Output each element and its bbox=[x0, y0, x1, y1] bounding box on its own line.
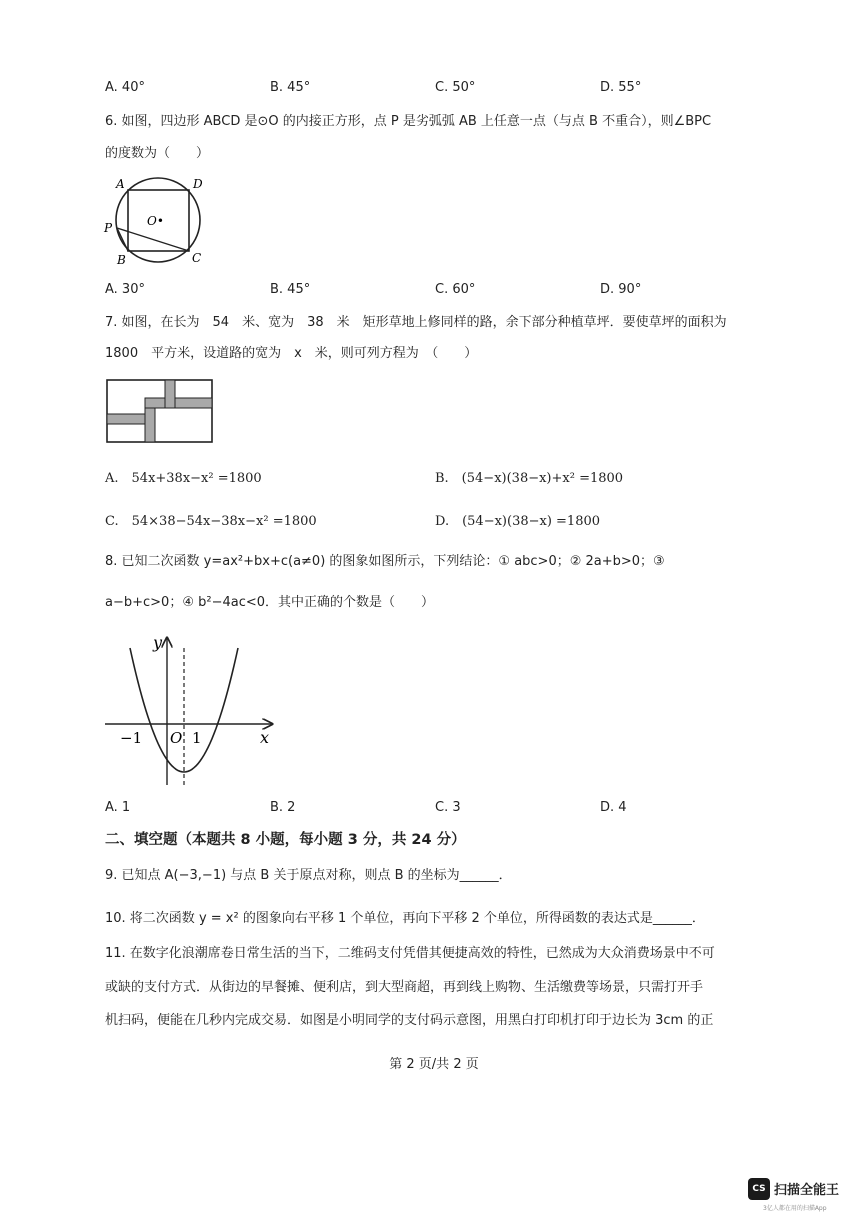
q6-option-b: B. 45° bbox=[270, 282, 311, 297]
origin-label: O bbox=[170, 729, 183, 747]
label-b: B bbox=[117, 253, 126, 266]
q8-parabola-figure bbox=[100, 630, 280, 790]
q10-stem: 10. 将二次函数 y = x² 的图象向右平移 1 个单位，再向下平移 2 个单位，所得函数的表达式是______． bbox=[105, 911, 705, 926]
camscanner-logo-icon: CS bbox=[748, 1178, 770, 1200]
q6-option-d: D. 90° bbox=[600, 282, 642, 297]
q7-option-c: C. 54×38−54x−38x−x² =1800 bbox=[105, 514, 317, 529]
q8-option-b: B. 2 bbox=[270, 800, 296, 815]
label-a: A bbox=[116, 177, 125, 191]
label-o: O• bbox=[147, 214, 164, 228]
q11-line2: 或缺的支付方式．从街边的早餐摊、便利店，到大型商超，再到线上购物、生活缴费等场景，只需打开手 bbox=[105, 980, 704, 995]
section-title-fill-in: 二、填空题（本题共 8 小题，每小题 3 分，共 24 分） bbox=[105, 832, 466, 848]
q6-circle-figure bbox=[100, 172, 218, 266]
tick-1: 1 bbox=[192, 729, 202, 747]
q8-stem-line2: a−b+c>0；④ b²−4ac<0．其中正确的个数是（ ） bbox=[105, 595, 435, 610]
q6-stem-line2: 的度数为（ ） bbox=[105, 146, 210, 161]
q7-stem-line1: 7. 如图，在长为 54 米、宽为 38 米 矩形草地上修同样的路，余下部分种植草坪．要使草坪的面积为 bbox=[105, 315, 727, 330]
y-label: y bbox=[153, 633, 163, 652]
lawn-rect bbox=[107, 380, 212, 442]
q6-stem-line1: 6. 如图，四边形 ABCD 是⊙O 的内接正方形，点 P 是劣弧弧 AB 上任意一点（与点 B 不重合），则∠BPC bbox=[105, 114, 712, 129]
label-p: P bbox=[104, 221, 113, 235]
q7-option-b: B. (54−x)(38−x)+x² =1800 bbox=[435, 471, 624, 486]
q7-option-a: A. 54x+38x−x² =1800 bbox=[105, 471, 262, 486]
q7-lawn-figure bbox=[105, 378, 215, 446]
x-label: x bbox=[260, 728, 270, 747]
q7-option-d: D. (54−x)(38−x) =1800 bbox=[435, 514, 601, 529]
q11-line1: 11. 在数字化浪潮席卷日常生活的当下，二维码支付凭借其便捷高效的特性，已然成为大众消费场景中不可 bbox=[105, 946, 715, 961]
q9-stem: 9. 已知点 A(−3,−1) 与点 B 关于原点对称，则点 B 的坐标为______． bbox=[105, 868, 512, 883]
q6-option-a: A. 30° bbox=[105, 282, 145, 297]
tick-neg1: −1 bbox=[120, 729, 143, 747]
label-c: C bbox=[192, 251, 202, 265]
q11-line3: 机扫码，便能在几秒内完成交易．如图是小明同学的支付码示意图，用黑白打印机打印于边长为 3cm 的正 bbox=[105, 1013, 714, 1028]
q8-stem-line1: 8. 已知二次函数 y=ax²+bx+c(a≠0) 的图象如图所示，下列结论：① abc>0；② 2a+b>0；③ bbox=[105, 554, 665, 569]
q6-option-c: C. 60° bbox=[435, 282, 476, 297]
q5-option-b: B. 45° bbox=[270, 80, 311, 95]
watermark-tagline: 3亿人都在用的扫描App bbox=[763, 1205, 827, 1212]
label-d: D bbox=[193, 177, 203, 191]
page-footer: 第 2 页/共 2 页 bbox=[389, 1057, 479, 1072]
q8-option-a: A. 1 bbox=[105, 800, 131, 815]
q5-option-d: D. 55° bbox=[600, 80, 642, 95]
q7-stem-line2: 1800 平方米，设道路的宽为 x 米，则可列方程为 （ ） bbox=[105, 346, 478, 361]
q8-option-c: C. 3 bbox=[435, 800, 461, 815]
q5-option-a: A. 40° bbox=[105, 80, 145, 95]
q8-option-d: D. 4 bbox=[600, 800, 627, 815]
q5-option-c: C. 50° bbox=[435, 80, 476, 95]
watermark-brand: 扫描全能王 bbox=[774, 1183, 840, 1198]
